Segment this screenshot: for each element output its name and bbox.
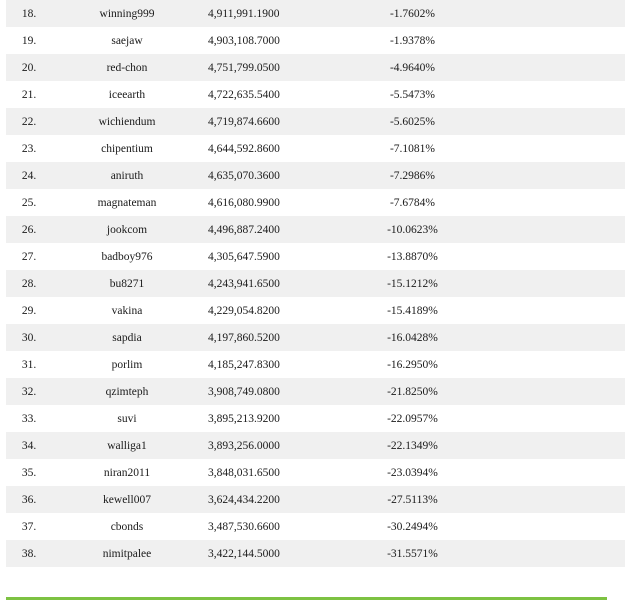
table-row xyxy=(6,513,625,540)
footer-divider xyxy=(6,597,607,600)
percent-change-cell: -16.0428% xyxy=(308,324,625,351)
table-row xyxy=(6,27,625,54)
rank-cell: 24. xyxy=(6,162,52,189)
portfolio-value-cell: 4,722,635.5400 xyxy=(202,81,308,108)
percent-change-cell: -15.1212% xyxy=(308,270,625,297)
table-row xyxy=(6,108,625,135)
rank-cell: 21. xyxy=(6,81,52,108)
username-cell: chipentium xyxy=(52,135,202,162)
rank-cell: 25. xyxy=(6,189,52,216)
portfolio-value-cell: 4,616,080.9900 xyxy=(202,189,308,216)
percent-change-cell: -22.0957% xyxy=(308,405,625,432)
portfolio-value-cell: 4,229,054.8200 xyxy=(202,297,308,324)
percent-change-cell: -16.2950% xyxy=(308,351,625,378)
percent-change-cell: -7.1081% xyxy=(308,135,625,162)
rank-cell: 34. xyxy=(6,432,52,459)
percent-change-cell: -23.0394% xyxy=(308,459,625,486)
table-row xyxy=(6,486,625,513)
rank-cell: 27. xyxy=(6,243,52,270)
table-row xyxy=(6,189,625,216)
username-cell: sapdia xyxy=(52,324,202,351)
rank-cell: 37. xyxy=(6,513,52,540)
username-cell: walliga1 xyxy=(52,432,202,459)
portfolio-value-cell: 3,908,749.0800 xyxy=(202,378,308,405)
table-row xyxy=(6,540,625,567)
percent-change-cell: -15.4189% xyxy=(308,297,625,324)
username-cell: magnateman xyxy=(52,189,202,216)
percent-change-cell: -27.5113% xyxy=(308,486,625,513)
table-row xyxy=(6,405,625,432)
rank-cell: 33. xyxy=(6,405,52,432)
portfolio-value-cell: 4,243,941.6500 xyxy=(202,270,308,297)
table-row xyxy=(6,351,625,378)
table-row xyxy=(6,324,625,351)
rank-cell: 22. xyxy=(6,108,52,135)
portfolio-value-cell: 3,848,031.6500 xyxy=(202,459,308,486)
username-cell: niran2011 xyxy=(52,459,202,486)
username-cell: suvi xyxy=(52,405,202,432)
portfolio-value-cell: 4,719,874.6600 xyxy=(202,108,308,135)
portfolio-value-cell: 3,895,213.9200 xyxy=(202,405,308,432)
rank-cell: 30. xyxy=(6,324,52,351)
rank-cell: 26. xyxy=(6,216,52,243)
portfolio-value-cell: 4,635,070.3600 xyxy=(202,162,308,189)
table-row xyxy=(6,81,625,108)
username-cell: jookcom xyxy=(52,216,202,243)
username-cell: winning999 xyxy=(52,0,202,27)
rank-cell: 29. xyxy=(6,297,52,324)
portfolio-value-cell: 3,422,144.5000 xyxy=(202,540,308,567)
percent-change-cell: -13.8870% xyxy=(308,243,625,270)
percent-change-cell: -7.6784% xyxy=(308,189,625,216)
username-cell: iceearth xyxy=(52,81,202,108)
percent-change-cell: -4.9640% xyxy=(308,54,625,81)
percent-change-cell: -7.2986% xyxy=(308,162,625,189)
table-row xyxy=(6,0,625,27)
table-row xyxy=(6,135,625,162)
portfolio-value-cell: 4,644,592.8600 xyxy=(202,135,308,162)
percent-change-cell: -5.5473% xyxy=(308,81,625,108)
portfolio-value-cell: 4,496,887.2400 xyxy=(202,216,308,243)
portfolio-value-cell: 4,185,247.8300 xyxy=(202,351,308,378)
ranking-table-body xyxy=(6,0,625,567)
ranking-table xyxy=(6,0,625,567)
username-cell: kewell007 xyxy=(52,486,202,513)
portfolio-value-cell: 4,911,991.1900 xyxy=(202,0,308,27)
rank-cell: 36. xyxy=(6,486,52,513)
table-row xyxy=(6,432,625,459)
username-cell: red-chon xyxy=(52,54,202,81)
table-row xyxy=(6,297,625,324)
rank-cell: 35. xyxy=(6,459,52,486)
username-cell: aniruth xyxy=(52,162,202,189)
percent-change-cell: -10.0623% xyxy=(308,216,625,243)
percent-change-cell: -30.2494% xyxy=(308,513,625,540)
rank-cell: 23. xyxy=(6,135,52,162)
username-cell: porlim xyxy=(52,351,202,378)
portfolio-value-cell: 4,903,108.7000 xyxy=(202,27,308,54)
portfolio-value-cell: 3,624,434.2200 xyxy=(202,486,308,513)
table-row xyxy=(6,243,625,270)
username-cell: qzimteph xyxy=(52,378,202,405)
rank-cell: 28. xyxy=(6,270,52,297)
portfolio-value-cell: 4,197,860.5200 xyxy=(202,324,308,351)
rank-cell: 20. xyxy=(6,54,52,81)
rank-cell: 38. xyxy=(6,540,52,567)
percent-change-cell: -21.8250% xyxy=(308,378,625,405)
portfolio-value-cell: 3,893,256.0000 xyxy=(202,432,308,459)
ranking-table-container xyxy=(6,0,625,567)
username-cell: bu8271 xyxy=(52,270,202,297)
percent-change-cell: -1.7602% xyxy=(308,0,625,27)
username-cell: wichiendum xyxy=(52,108,202,135)
table-row xyxy=(6,54,625,81)
table-row xyxy=(6,270,625,297)
username-cell: saejaw xyxy=(52,27,202,54)
username-cell: badboy976 xyxy=(52,243,202,270)
percent-change-cell: -31.5571% xyxy=(308,540,625,567)
username-cell: cbonds xyxy=(52,513,202,540)
rank-cell: 31. xyxy=(6,351,52,378)
percent-change-cell: -1.9378% xyxy=(308,27,625,54)
rank-cell: 19. xyxy=(6,27,52,54)
percent-change-cell: -22.1349% xyxy=(308,432,625,459)
rank-cell: 32. xyxy=(6,378,52,405)
portfolio-value-cell: 4,305,647.5900 xyxy=(202,243,308,270)
percent-change-cell: -5.6025% xyxy=(308,108,625,135)
table-row xyxy=(6,378,625,405)
username-cell: nimitpalee xyxy=(52,540,202,567)
table-row xyxy=(6,459,625,486)
rank-cell: 18. xyxy=(6,0,52,27)
table-row xyxy=(6,216,625,243)
table-row xyxy=(6,162,625,189)
portfolio-value-cell: 3,487,530.6600 xyxy=(202,513,308,540)
username-cell: vakina xyxy=(52,297,202,324)
portfolio-value-cell: 4,751,799.0500 xyxy=(202,54,308,81)
